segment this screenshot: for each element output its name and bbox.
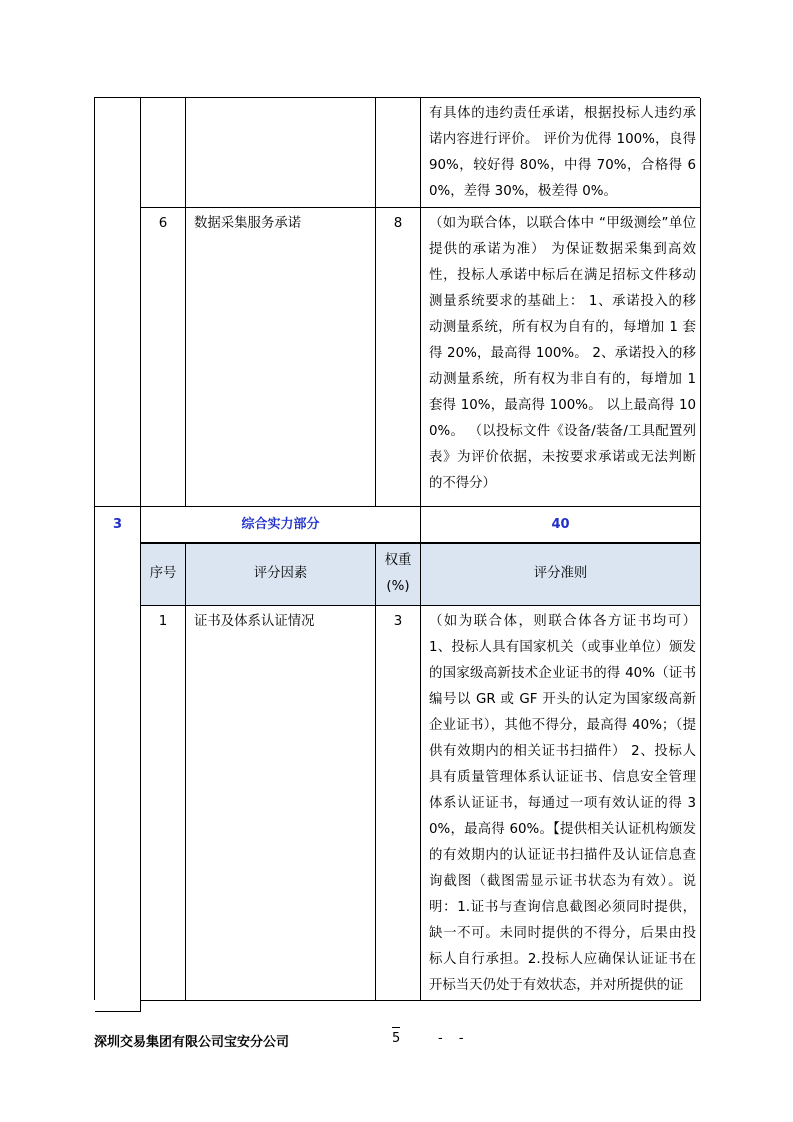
header-weight (376, 544, 421, 606)
row-1-weight (376, 606, 421, 1001)
row-1-criteria (421, 606, 701, 1001)
header-seq (141, 544, 186, 606)
left-column-cell (95, 98, 141, 507)
header-weight-line1: 权重 (384, 553, 412, 568)
weight-cell-empty (376, 98, 421, 208)
footer-dashes: - - (438, 1031, 470, 1046)
section-score-cell (421, 507, 701, 544)
weight-text: 3 (393, 614, 403, 629)
seq-cell-empty (141, 98, 186, 208)
row-6-criteria (421, 208, 701, 507)
page-number-overline (392, 1027, 400, 1028)
header-seq-text: 序号 (149, 566, 177, 581)
section-score: 40 (551, 517, 570, 532)
row-1-seq (141, 606, 186, 1001)
seq-text: 1 (158, 614, 168, 629)
section-title-cell (141, 507, 421, 544)
criteria-cell-continued (421, 98, 701, 208)
weight-text: 8 (393, 216, 403, 231)
footer-company: 深圳交易集团有限公司宝安分公司 (94, 1035, 290, 1050)
scoring-table (94, 97, 700, 1000)
factor-text: 证书及体系认证情况 (194, 614, 315, 629)
header-factor (186, 544, 376, 606)
header-weight-line2: (%) (386, 579, 410, 594)
row-6-seq (141, 208, 186, 507)
criteria-text: 有具体的违约责任承诺，根据投标人违约承诺内容进行评价。 评价为优得 100%，良得 90%，较好得 80%，中得 70%，合格得 60%，差得 30%，极差得 0%。 (429, 106, 696, 199)
row-1-factor (186, 606, 376, 1001)
header-factor-text: 评分因素 (253, 566, 308, 581)
row-6-weight (376, 208, 421, 507)
section-title: 综合实力部分 (241, 517, 320, 532)
section-number: 3 (112, 517, 123, 532)
header-criteria-text: 评分准则 (533, 566, 588, 581)
section-number-cell (95, 507, 141, 1012)
criteria-text: （如为联合体，以联合体中 “甲级测绘”单位提供的承诺为准） 为保证数据采集到高效性，投标人承诺中标后在满足招标文件移动测量系统要求的基础上： 1、承诺投入的移动测量系统，所有权为自有的，每增加 1 套得 20%，最高得 100%。 2、承诺投入的移动测量系统，所有权为非自有的，每增加 1 套得 10%，最高得 100%。 以上最高得 100%。 （以投标文件《设备/装备/工具配置列表》为评价依据，未按要求承诺或无法判断的不得分） (429, 216, 696, 491)
seq-text: 6 (158, 216, 168, 231)
page-number: 5 (392, 1031, 401, 1046)
factor-text: 数据采集服务承诺 (194, 216, 302, 231)
header-criteria (421, 544, 701, 606)
factor-cell-empty (186, 98, 376, 208)
row-6-factor (186, 208, 376, 507)
criteria-text: （如为联合体，则联合体各方证书均可） 1、投标人具有国家机关（或事业单位）颁发的国家级高新技术企业证书的得 40%（证书编号以 GR 或 GF 开头的认定为国家级高新企业证书），其他不得分，最高得 40%；（提供有效期内的相关证书扫描件） 2、投标人具有质量管理体系认证证书、信息安全管理体系认证证书，每通过一项有效认证的得 30%，最高得 60%。【提供相关认证机构颁发的有效期内的认证证书扫描件及认证信息查询截图（截图需显示证书状态为有效）。说明：1.证书与查询信息截图必须同时提供，缺一不可。未同时提供的不得分，后果由投标人自行承担。2.投标人应确保认证证书在开标当天仍处于有效状态，并对所提供的证 (429, 614, 696, 993)
